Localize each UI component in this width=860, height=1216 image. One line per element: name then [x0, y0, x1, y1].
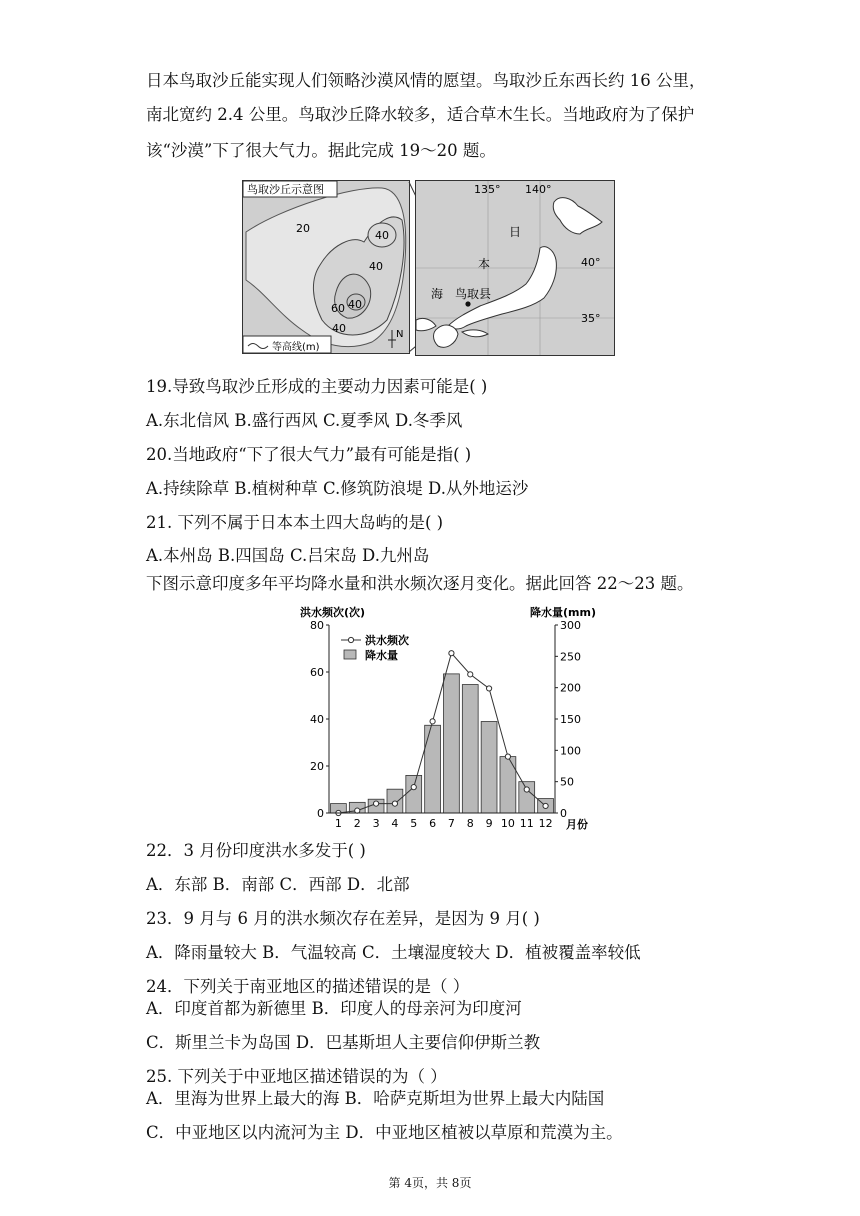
contour-label-40c: 40: [348, 298, 362, 311]
lat-label-40: 40°: [581, 256, 601, 269]
flood-frequency-point: [486, 686, 491, 691]
rainfall-bar: [425, 725, 441, 813]
q24-options-line2: C．斯里兰卡为岛国 D．巴基斯坦人主要信仰伊斯兰教: [146, 1033, 541, 1052]
intro-line-2: 南北宽约 2.4 公里。鸟取沙丘降水较多，适合草木生长。当地政府为了保护: [146, 105, 695, 124]
x-unit-label: 月份: [566, 818, 588, 831]
india-combo-chart: [296, 600, 596, 834]
q25-options-line2: C．中亚地区以内流河为主 D．中亚地区植被以草原和荒漠为主。: [146, 1123, 623, 1142]
contour-label-20: 20: [296, 222, 310, 235]
right-tick-label: 0: [560, 807, 567, 820]
q25-options-line1: A．里海为世界上最大的海 B．哈萨克斯坦为世界上最大内陆国: [146, 1089, 605, 1108]
tottori-map-figure: [242, 180, 616, 360]
month-tick-label: 9: [485, 817, 493, 830]
rainfall-bar: [444, 674, 460, 813]
flood-frequency-point: [449, 651, 454, 656]
label-ri: 日: [509, 225, 522, 239]
q21-question: 21. 下列不属于日本本土四大岛屿的是( ): [146, 513, 444, 532]
month-tick-label: 7: [447, 817, 455, 830]
q23-options: A．降雨量较大 B．气温较高 C．土壤湿度较大 D．植被覆盖率较低: [146, 943, 641, 962]
month-tick-label: 10: [500, 817, 515, 830]
page-footer: 第 4页，共 8页: [388, 1176, 472, 1190]
month-tick-label: 1: [334, 817, 342, 830]
label-ben: 本: [478, 257, 491, 271]
month-tick-label: 8: [466, 817, 474, 830]
lon-label-135: 135°: [474, 183, 501, 196]
month-tick-label: 2: [353, 817, 361, 830]
right-tick-label: 250: [560, 650, 581, 664]
north-label: N: [396, 329, 404, 340]
tottori-map: [242, 180, 616, 356]
month-tick-label: 5: [410, 817, 418, 830]
flood-frequency-point: [373, 801, 378, 806]
contour-label-60: 60: [331, 302, 345, 315]
flood-frequency-point: [411, 785, 416, 790]
left-tick-label: 20: [310, 760, 324, 773]
rainfall-bar: [462, 685, 478, 813]
tottori-marker-icon: [465, 301, 470, 306]
rainfall-bar: [481, 722, 497, 813]
month-tick-label: 11: [519, 817, 534, 830]
contour-label-40d: 40: [332, 322, 346, 335]
month-tick-label: 12: [538, 817, 553, 830]
q22-options: A．东部 B．南部 C．西部 D．北部: [146, 875, 410, 894]
rainfall-bar: [406, 775, 422, 813]
right-tick-label: 300: [560, 619, 581, 632]
flood-frequency-point: [392, 801, 397, 806]
right-tick-label: 150: [560, 713, 581, 726]
rainfall-bar: [519, 782, 535, 813]
flood-frequency-point: [524, 787, 529, 792]
flood-frequency-point: [430, 719, 435, 724]
chart-intro: 下图示意印度多年平均降水量和洪水频次逐月变化。据此回答 22～23 题。: [146, 574, 694, 593]
q25-question: 25. 下列关于中亚地区描述错误的为（ ）: [146, 1067, 447, 1086]
right-tick-label: 50: [560, 775, 574, 789]
right-tick-label: 100: [560, 744, 581, 758]
legend-line-marker-icon: [348, 637, 353, 642]
flood-frequency-point: [505, 754, 510, 759]
legend-bar-swatch-icon: [344, 650, 356, 659]
left-tick-label: 80: [310, 619, 324, 632]
left-tick-label: 60: [310, 666, 324, 679]
q20-question: 20.当地政府“下了很大气力”最有可能是指( ): [146, 445, 472, 464]
q22-question: 22．3 月份印度洪水多发于( ): [146, 841, 366, 860]
right-tick-label: 200: [560, 681, 581, 695]
left-tick-label: 0: [317, 807, 324, 820]
chart-legend: [341, 633, 409, 662]
left-tick-label: 40: [310, 713, 324, 726]
q19-options: A.东北信风 B.盛行西风 C.夏季风 D.冬季风: [146, 411, 463, 430]
month-tick-label: 6: [429, 817, 437, 830]
lon-label-140: 140°: [525, 183, 552, 196]
map-left-title: 鸟取沙丘示意图: [247, 183, 324, 196]
map-legend: 等高线(m): [272, 342, 320, 353]
flood-frequency-point: [543, 803, 548, 808]
intro-line-1: 日本鸟取沙丘能实现人们领略沙漠风情的愿望。鸟取沙丘东西长约 16 公里，: [146, 71, 706, 90]
month-tick-label: 4: [391, 817, 399, 830]
legend-line-label: 洪水频次: [365, 634, 409, 647]
q21-options: A.本州岛 B.四国岛 C.吕宋岛 D.九州岛: [146, 546, 430, 565]
right-axis-label: 降水量(mm): [530, 606, 596, 619]
q24-options-line1: A．印度首都为新德里 B．印度人的母亲河为印度河: [146, 999, 522, 1018]
left-axis-label: 洪水频次(次): [300, 606, 366, 619]
lat-label-35: 35°: [581, 312, 601, 325]
q23-question: 23．9 月与 6 月的洪水频次存在差异，是因为 9 月( ): [146, 909, 540, 928]
label-hai: 海: [431, 287, 444, 301]
intro-line-3: 该“沙漠”下了很大气力。据此完成 19～20 题。: [146, 141, 496, 160]
label-tottori: 鸟取县: [455, 287, 492, 301]
india-chart-figure: [296, 600, 596, 838]
q20-options: A.持续除草 B.植树种草 C.修筑防浪堤 D.从外地运沙: [146, 479, 529, 498]
flood-frequency-point: [355, 808, 360, 813]
contour-label-40a: 40: [375, 229, 389, 242]
q24-question: 24．下列关于南亚地区的描述错误的是（ ）: [146, 977, 470, 996]
contour-label-40b: 40: [369, 260, 383, 273]
rainfall-bar: [500, 757, 516, 813]
q19-question: 19.导致鸟取沙丘形成的主要动力因素可能是( ): [146, 377, 488, 396]
flood-frequency-point: [468, 672, 473, 677]
legend-bar-label: 降水量: [365, 649, 398, 662]
month-tick-label: 3: [372, 817, 380, 830]
